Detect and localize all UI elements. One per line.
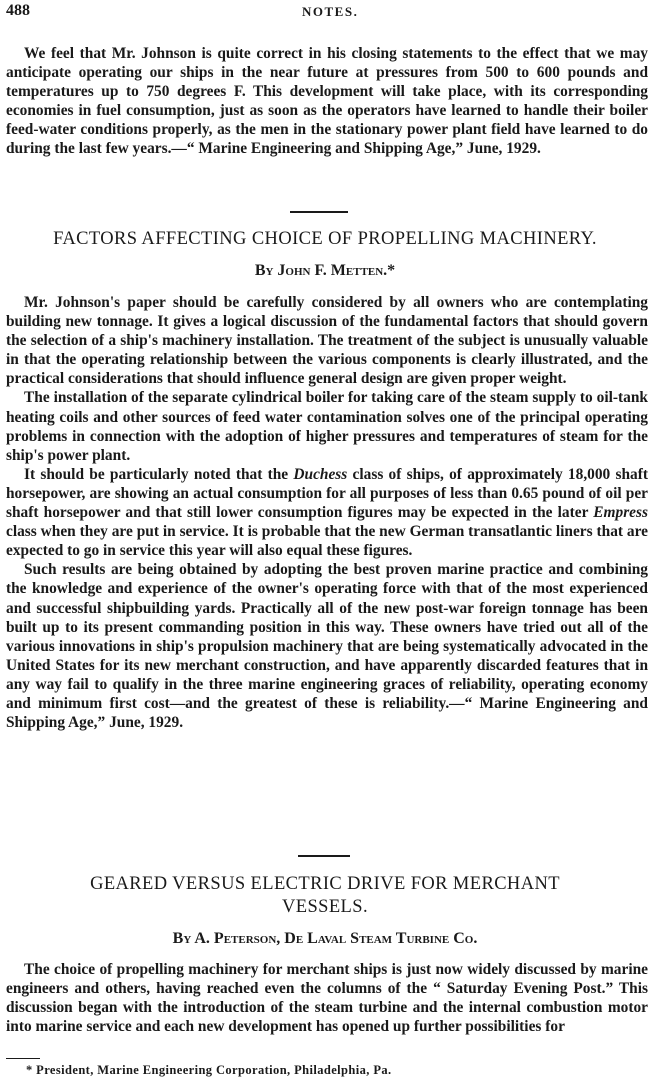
text-run: It should be particularly noted that the bbox=[24, 465, 294, 483]
title-line: VESSELS. bbox=[282, 897, 368, 917]
text-run: class of ships, of approximately 18,000 shaft horsepower, are showing an actual consumption for all purposes of less than 0.65 pound of oil per shaft horsepower and that still lower consumption figures may be expected in the later bbox=[6, 465, 648, 522]
article-title bbox=[0, 873, 650, 919]
footnote-rule bbox=[6, 1058, 40, 1059]
body-paragraph: Mr. Johnson's paper should be carefully considered by all owners who are contemplating building new tonnage. It gives a logical discussion of the fundamental factors that should govern the selection of a ship's machinery installation. The treatment of the subject is unusually valuable in that the operating relationship between the various components is clearly illustrated, and the practical considerations that should influence general design are given proper weight. bbox=[6, 294, 648, 388]
title-line: GEARED VERSUS ELECTRIC DRIVE FOR MERCHANT bbox=[90, 874, 560, 894]
intro-block bbox=[6, 44, 648, 159]
body-paragraph: The installation of the separate cylindrical boiler for taking care of the steam supply to oil-tank heating coils and other sources of feed water contamination solves one of the principal operating problems in connection with the adoption of higher pressures and temperatures of steam for the ship's power plant. bbox=[6, 389, 648, 464]
article-body bbox=[6, 960, 648, 1036]
ship-class-name: Duchess bbox=[293, 465, 348, 483]
article-body bbox=[6, 293, 648, 732]
body-paragraph bbox=[6, 465, 648, 560]
ship-class-name: Empress bbox=[593, 504, 648, 522]
section-divider bbox=[298, 855, 350, 857]
article-title: FACTORS AFFECTING CHOICE OF PROPELLING MACHINERY. bbox=[53, 229, 597, 249]
section-divider bbox=[290, 211, 348, 213]
body-paragraph: Such results are being obtained by adopting the best proven marine practice and combining the knowledge and experience of the owner's operating force with that of the most experienced and successful shipbuilding yards. Practically all of the new post-war foreign tonnage has been built up to its present commanding position in this way. These owners have tried out all of the various innovations in ship's propulsion machinery that are being systematically advocated in the United States for its new merchant construction, and have apparently discarded features that in any way fail to qualify in the three marine engineering graces of reliability, operating economy and minimum first cost—and the greatest of these is reliability.—“ Marine Engineering and Shipping Age,” June, 1929. bbox=[6, 561, 648, 732]
running-head: NOTES. bbox=[302, 4, 359, 19]
article-byline: By A. Peterson, De Laval Steam Turbine Co. bbox=[172, 930, 478, 947]
footnote: * President, Marine Engineering Corporation, Philadelphia, Pa. bbox=[26, 1063, 392, 1077]
page-header bbox=[6, 0, 644, 26]
text-run: class when they are put in service. It is probable that the new German transatlantic liners that are expected to go in service this year will also equal these figures. bbox=[6, 523, 648, 560]
body-paragraph: The choice of propelling machinery for merchant ships is just now widely discussed by marine engineers and others, having reached even the columns of the “ Saturday Evening Post.” This discussion began with the introduction of the steam turbine and the internal combustion motor into marine service and each new development has opened up further possibilities for bbox=[6, 961, 648, 1036]
article-byline: By John F. Metten.* bbox=[254, 262, 396, 279]
page-number: 488 bbox=[6, 2, 30, 19]
intro-paragraph: We feel that Mr. Johnson is quite correct in his closing statements to the effect that we may anticipate operating our ships in the near future at pressures from 500 to 600 pounds and temperatures up to 750 degrees F. This development will take place, with its corresponding economies in fuel consumption, just as soon as the operators have learned to handle their boiler feed-water conditions properly, as the men in the stationary power plant field have learned to do during the last few years.—“ Marine Engineering and Shipping Age,” June, 1929. bbox=[6, 45, 648, 158]
